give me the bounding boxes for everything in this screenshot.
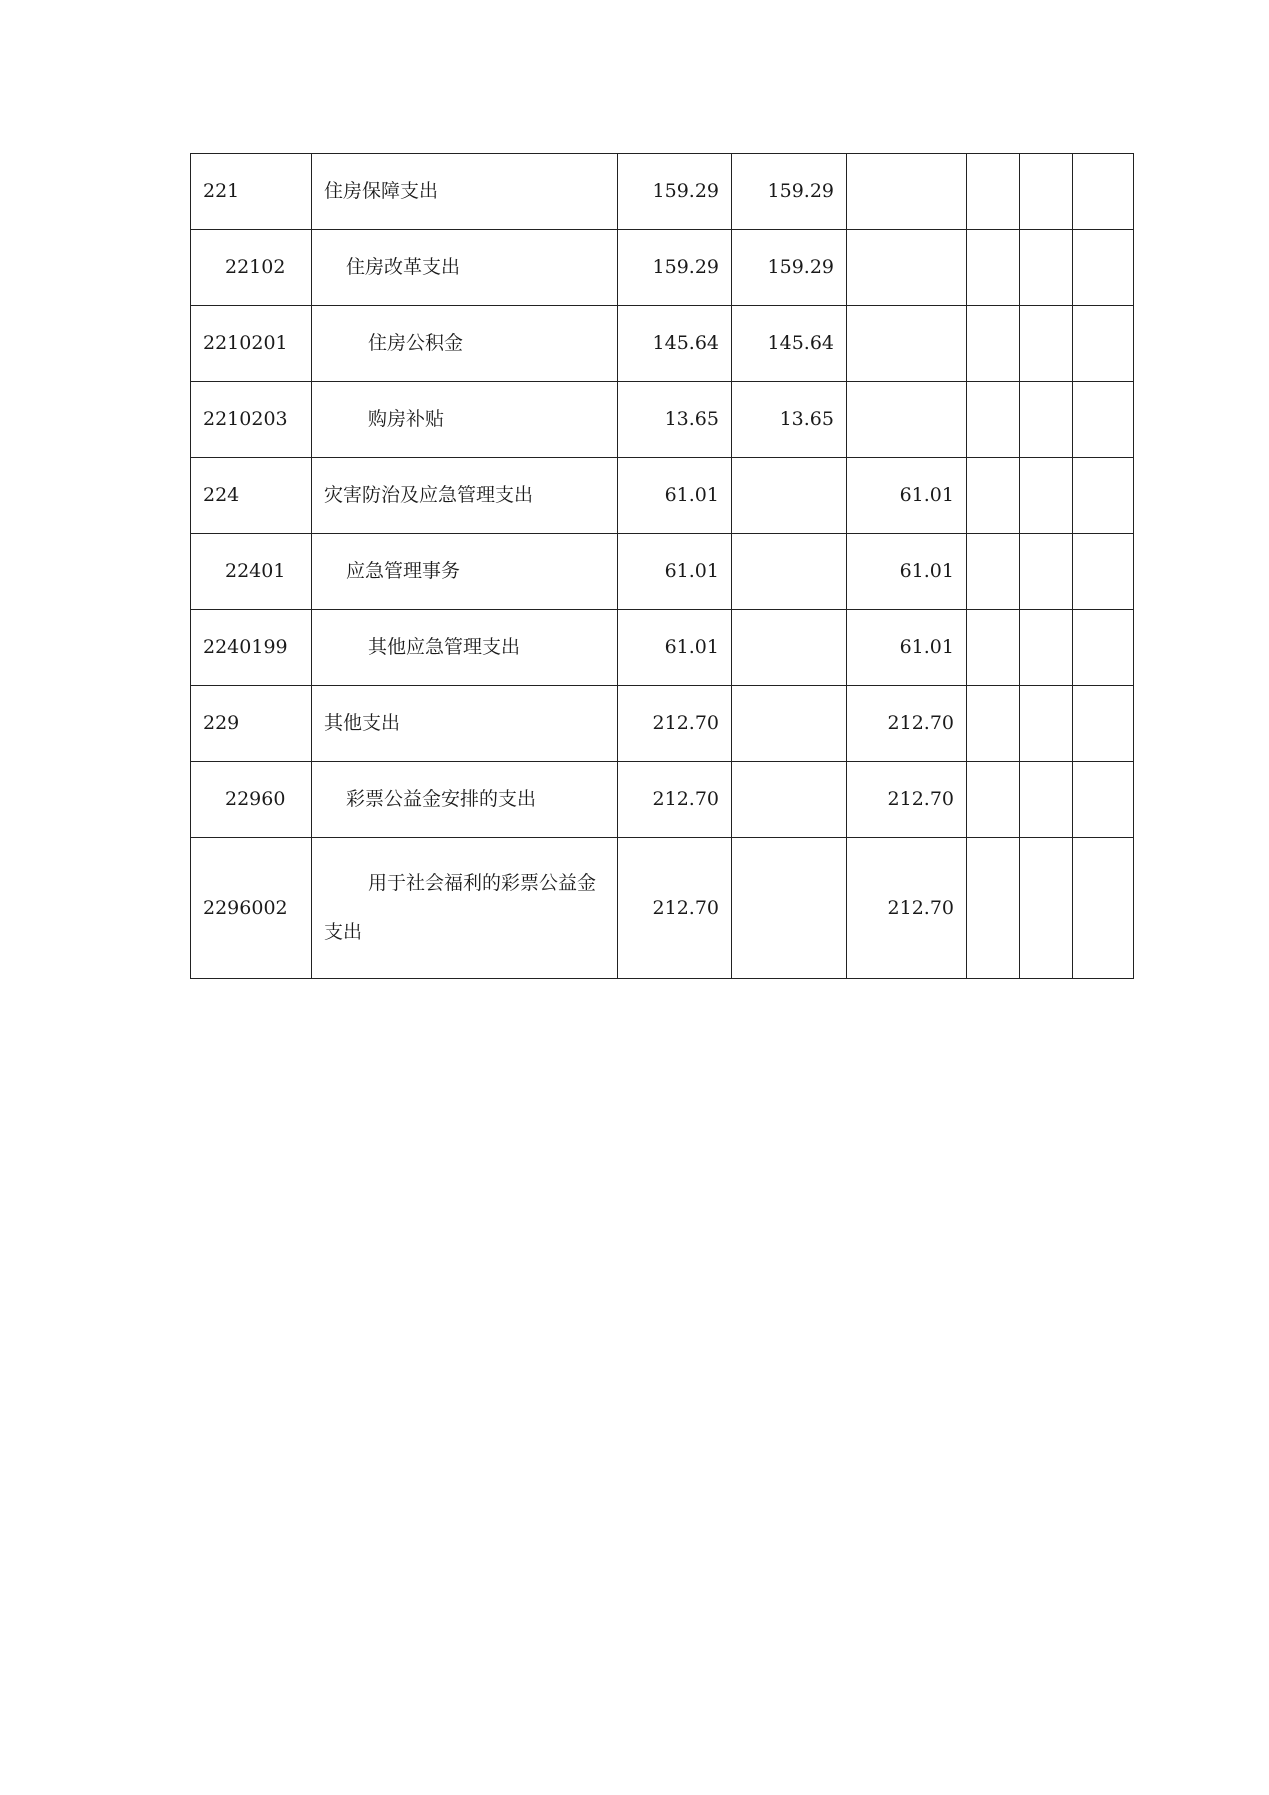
empty-cell [1073,686,1134,762]
empty-cell [1073,154,1134,230]
empty-cell [1073,610,1134,686]
empty-cell [1020,838,1073,979]
table-row [191,230,1134,306]
subject-name-cell: 住房改革支出 [312,230,618,306]
total-cell: 61.01 [618,534,732,610]
project-expense-cell [847,306,967,382]
subject-name-cell: 其他应急管理支出 [312,610,618,686]
project-expense-cell: 212.70 [847,838,967,979]
budget-table [190,153,1134,979]
project-expense-cell [847,230,967,306]
subject-code-cell: 224 [191,458,312,534]
subject-name-cell: 灾害防治及应急管理支出 [312,458,618,534]
empty-cell [967,762,1020,838]
subject-code-cell: 221 [191,154,312,230]
basic-expense-cell: 13.65 [732,382,847,458]
empty-cell [1020,306,1073,382]
table-row [191,458,1134,534]
total-cell: 13.65 [618,382,732,458]
table-row [191,838,1134,979]
basic-expense-cell [732,762,847,838]
subject-name-cell: 住房公积金 [312,306,618,382]
empty-cell [1073,306,1134,382]
empty-cell [967,382,1020,458]
subject-code-cell: 22401 [191,534,312,610]
basic-expense-cell [732,458,847,534]
empty-cell [967,458,1020,534]
empty-cell [967,686,1020,762]
empty-cell [1073,382,1134,458]
empty-cell [1073,230,1134,306]
subject-code-cell: 2210203 [191,382,312,458]
total-cell: 212.70 [618,686,732,762]
project-expense-cell [847,382,967,458]
empty-cell [967,610,1020,686]
subject-name-cell: 购房补贴 [312,382,618,458]
empty-cell [1073,534,1134,610]
total-cell: 61.01 [618,610,732,686]
total-cell: 145.64 [618,306,732,382]
subject-name-text: 用于社会福利的彩票公益金支出 [324,871,597,943]
basic-expense-cell [732,838,847,979]
table-row [191,686,1134,762]
subject-code-cell: 22102 [191,230,312,306]
empty-cell [967,838,1020,979]
table-row [191,154,1134,230]
subject-code-cell: 2240199 [191,610,312,686]
project-expense-cell: 212.70 [847,686,967,762]
subject-name-cell: 应急管理事务 [312,534,618,610]
subject-code-cell: 2210201 [191,306,312,382]
subject-code-cell: 229 [191,686,312,762]
project-expense-cell: 61.01 [847,534,967,610]
basic-expense-cell: 159.29 [732,230,847,306]
table-row [191,306,1134,382]
subject-name-cell: 彩票公益金安排的支出 [312,762,618,838]
subject-name-cell: 住房保障支出 [312,154,618,230]
empty-cell [967,534,1020,610]
subject-code-cell: 22960 [191,762,312,838]
subject-name-cell: 其他支出 [312,686,618,762]
empty-cell [1073,458,1134,534]
empty-cell [1020,458,1073,534]
empty-cell [1020,382,1073,458]
total-cell: 212.70 [618,838,732,979]
empty-cell [1073,838,1134,979]
subject-code-cell: 2296002 [191,838,312,979]
empty-cell [1020,230,1073,306]
empty-cell [1020,762,1073,838]
empty-cell [967,230,1020,306]
basic-expense-cell: 145.64 [732,306,847,382]
basic-expense-cell [732,610,847,686]
project-expense-cell: 212.70 [847,762,967,838]
total-cell: 159.29 [618,154,732,230]
empty-cell [967,154,1020,230]
project-expense-cell [847,154,967,230]
project-expense-cell: 61.01 [847,610,967,686]
empty-cell [1020,610,1073,686]
empty-cell [967,306,1020,382]
project-expense-cell: 61.01 [847,458,967,534]
table-row [191,610,1134,686]
total-cell: 159.29 [618,230,732,306]
empty-cell [1020,534,1073,610]
subject-name-cell [312,838,618,979]
basic-expense-cell: 159.29 [732,154,847,230]
table-row [191,762,1134,838]
total-cell: 61.01 [618,458,732,534]
basic-expense-cell [732,534,847,610]
empty-cell [1073,762,1134,838]
table-row [191,382,1134,458]
empty-cell [1020,154,1073,230]
basic-expense-cell [732,686,847,762]
empty-cell [1020,686,1073,762]
table-row [191,534,1134,610]
total-cell: 212.70 [618,762,732,838]
